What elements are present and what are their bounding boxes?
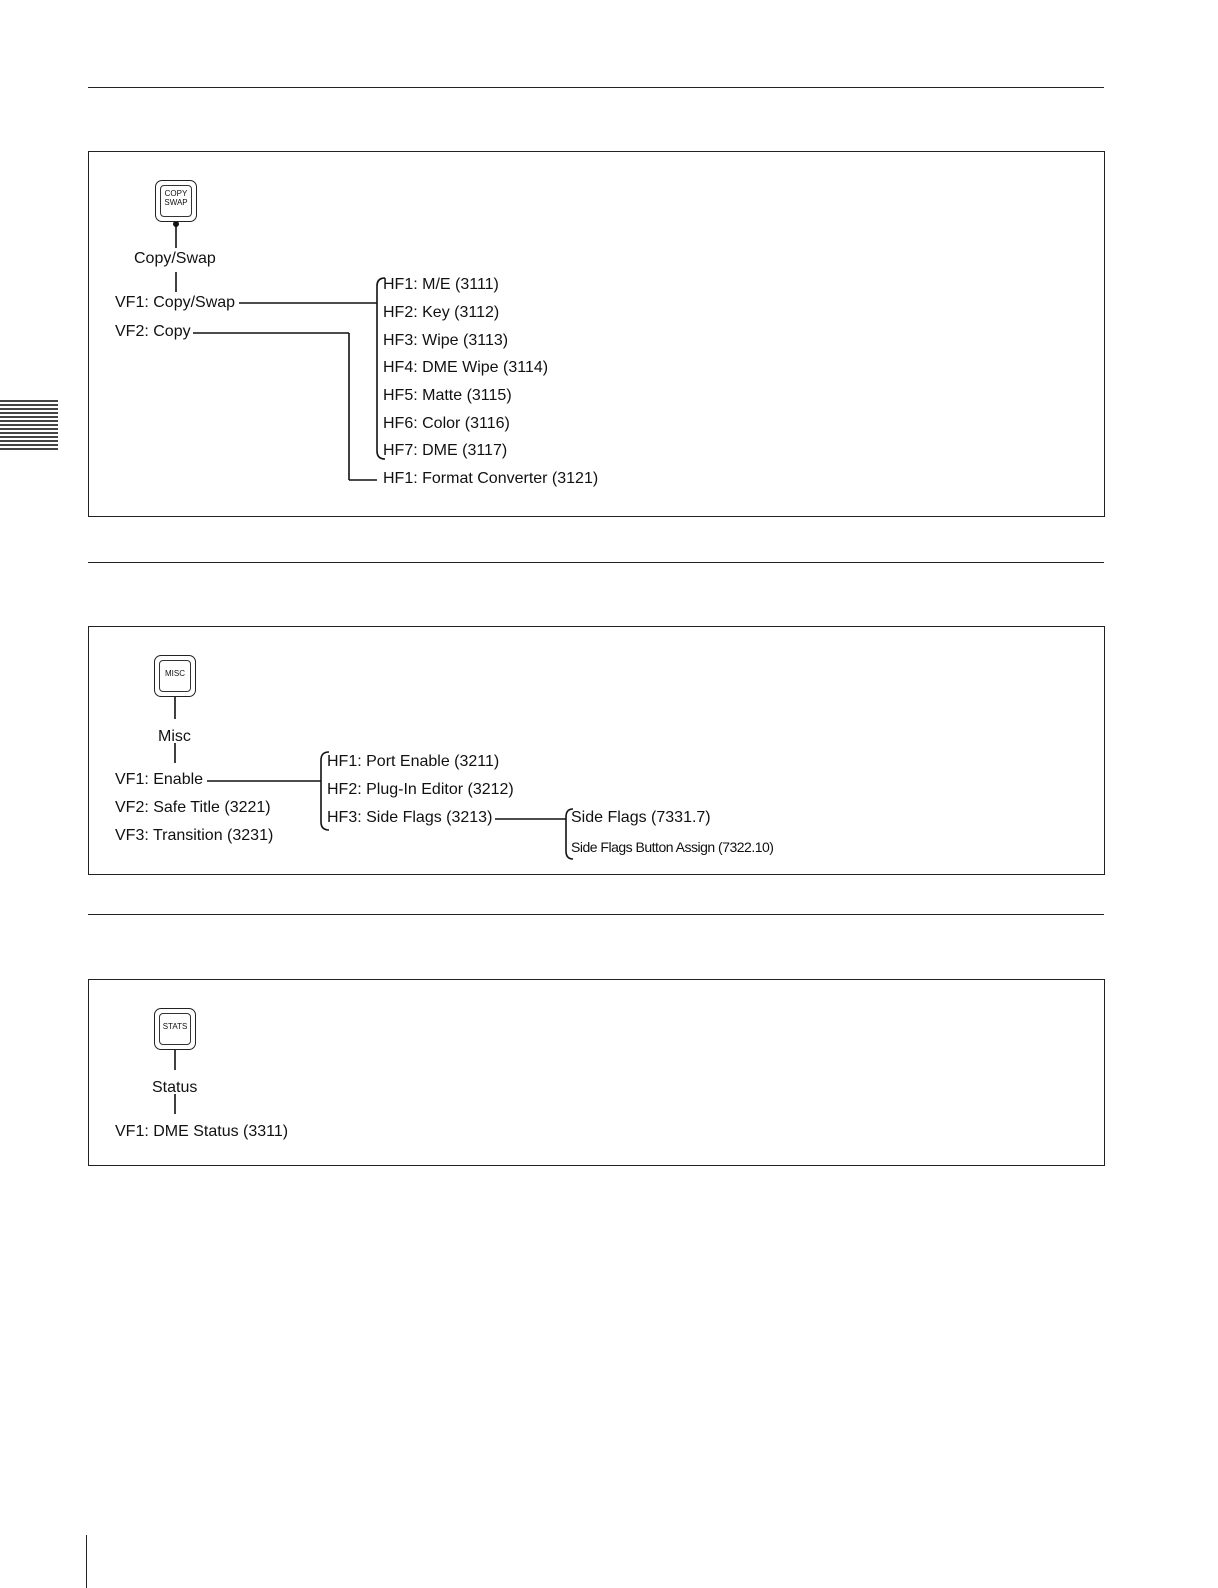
status-menu-tree	[88, 979, 1105, 1166]
copy-swap-key-icon	[155, 180, 197, 222]
hf-item: HF2: Plug-In Editor (3212)	[327, 781, 514, 798]
section-rule-misc	[88, 562, 1104, 563]
chapter-tab-marker	[0, 400, 58, 450]
misc-menu-tree	[88, 626, 1105, 875]
page-margin-line	[86, 1535, 87, 1588]
hf-item: HF7: DME (3117)	[383, 442, 508, 459]
vf-item: VF3: Transition (3231)	[115, 827, 274, 844]
menu-name: Copy/Swap	[134, 250, 216, 267]
hf-item: HF3: Wipe (3113)	[383, 332, 509, 349]
vf-item: VF1: DME Status (3311)	[115, 1123, 289, 1140]
key-label-line: MISC	[165, 668, 185, 678]
hf-item: HF5: Matte (3115)	[383, 387, 512, 404]
menu-name: Misc	[158, 728, 191, 745]
sub-item: Side Flags (7331.7)	[571, 809, 711, 826]
hf-item: HF1: M/E (3111)	[383, 276, 499, 293]
section-rule-copy-swap	[88, 87, 1104, 88]
menu-name: Status	[152, 1079, 198, 1096]
copy-swap-menu-tree	[88, 151, 1105, 517]
copy-swap-connector-lines	[89, 152, 1104, 516]
key-label-line: SWAP	[164, 198, 188, 207]
key-label-line: COPY	[164, 189, 188, 198]
hf-item: HF3: Side Flags (3213)	[327, 809, 493, 826]
misc-key-icon	[154, 655, 196, 697]
hf-item: HF1: Port Enable (3211)	[327, 753, 500, 770]
hf-item: HF1: Format Converter (3121)	[383, 470, 599, 487]
vf-item: VF1: Copy/Swap	[115, 294, 236, 311]
hf-item: HF6: Color (3116)	[383, 415, 510, 432]
hf-item: HF4: DME Wipe (3114)	[383, 359, 549, 376]
vf-item: VF2: Safe Title (3221)	[115, 799, 271, 816]
vf-item: VF2: Copy	[115, 323, 191, 340]
sub-item: Side Flags Button Assign (7322.10)	[571, 839, 774, 855]
stats-key-icon	[154, 1008, 196, 1050]
hf-item: HF2: Key (3112)	[383, 304, 500, 321]
section-rule-status	[88, 914, 1104, 915]
key-label-line: STATS	[162, 1021, 188, 1031]
vf-item: VF1: Enable	[115, 771, 204, 788]
